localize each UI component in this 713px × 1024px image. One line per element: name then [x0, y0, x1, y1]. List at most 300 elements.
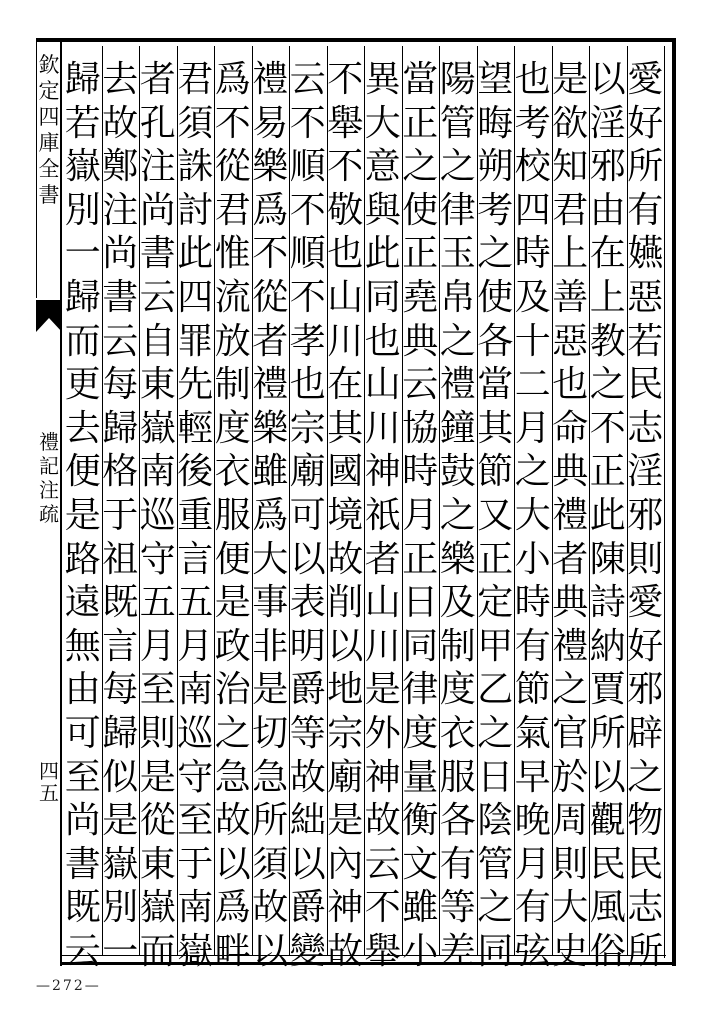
text-char: 民 — [627, 364, 664, 406]
text-char: 史 — [552, 930, 589, 972]
text-char: 大 — [252, 538, 289, 580]
column-rule — [589, 46, 590, 956]
text-char: 時 — [514, 233, 551, 275]
margin-page-number: 四 五 — [39, 759, 59, 805]
text-char: 明 — [289, 625, 326, 667]
text-char: 切 — [252, 712, 289, 754]
text-char: 是 — [252, 669, 289, 711]
text-char: 至 — [64, 756, 101, 798]
column-rule — [289, 46, 290, 956]
text-char: 祇 — [364, 494, 401, 536]
text-char: 云 — [289, 59, 326, 100]
text-char: 禮 — [252, 59, 289, 100]
text-column — [550, 58, 590, 973]
text-char: 意 — [364, 146, 401, 188]
text-column — [588, 58, 628, 973]
text-char: 有 — [514, 625, 551, 667]
text-char: 時 — [514, 582, 551, 624]
text-char: 爲 — [252, 189, 289, 231]
text-char: 月 — [514, 843, 551, 885]
text-char: 一 — [64, 233, 101, 275]
text-column — [438, 58, 478, 973]
text-char: 此 — [589, 494, 626, 536]
text-char: 正 — [402, 538, 439, 580]
text-char: 定 — [477, 582, 514, 624]
text-char: 其 — [327, 407, 364, 449]
text-char: 雖 — [252, 451, 289, 493]
text-char: 以 — [289, 538, 326, 580]
text-char: 守 — [177, 756, 214, 798]
text-char: 君 — [177, 59, 214, 100]
text-char: 政 — [214, 625, 251, 667]
text-char: 使 — [477, 276, 514, 318]
text-char: 此 — [177, 233, 214, 275]
text-char: 書 — [139, 233, 176, 275]
text-char: 服 — [439, 756, 476, 798]
text-char: 律 — [402, 669, 439, 711]
text-char: 爲 — [252, 494, 289, 536]
text-column — [213, 58, 253, 973]
text-char: 禮 — [252, 364, 289, 406]
column-rule — [627, 46, 628, 956]
text-char: 于 — [177, 843, 214, 885]
text-char: 之 — [214, 712, 251, 754]
column-rule — [364, 46, 365, 956]
column-rule — [139, 46, 140, 956]
text-char: 禮 — [552, 494, 589, 536]
text-char: 帛 — [439, 276, 476, 318]
text-char: 于 — [102, 494, 139, 536]
text-char: 急 — [214, 756, 251, 798]
text-char: 之 — [477, 712, 514, 754]
text-char: 不 — [289, 189, 326, 231]
text-char: 從 — [214, 146, 251, 188]
text-char: 一 — [102, 930, 139, 972]
text-char: 者 — [552, 538, 589, 580]
text-char: 同 — [477, 930, 514, 972]
text-char: 故 — [252, 887, 289, 929]
text-char: 而 — [64, 320, 101, 362]
text-char: 可 — [289, 494, 326, 536]
text-char: 量 — [402, 756, 439, 798]
text-char: 正 — [477, 538, 514, 580]
text-char: 順 — [289, 146, 326, 188]
text-char: 民 — [627, 843, 664, 885]
text-char: 五 — [177, 582, 214, 624]
text-char: 遠 — [64, 582, 101, 624]
text-char: 爵 — [289, 887, 326, 929]
text-char: 俗 — [589, 930, 626, 972]
text-char: 不 — [327, 59, 364, 100]
text-char: 舉 — [364, 930, 401, 972]
text-char: 惡 — [627, 276, 664, 318]
text-char: 典 — [402, 320, 439, 362]
text-char: 日 — [477, 756, 514, 798]
text-char: 協 — [402, 407, 439, 449]
text-char: 急 — [252, 756, 289, 798]
frame-top-border — [36, 38, 676, 42]
text-char: 是 — [327, 800, 364, 842]
text-char: 上 — [552, 233, 589, 275]
text-char: 等 — [289, 712, 326, 754]
text-char: 故 — [327, 930, 364, 972]
text-char: 上 — [589, 276, 626, 318]
text-char: 以 — [589, 59, 626, 100]
text-char: 以 — [589, 756, 626, 798]
text-char: 川 — [364, 625, 401, 667]
text-column — [475, 58, 515, 973]
text-char: 之 — [439, 494, 476, 536]
text-char: 討 — [177, 189, 214, 231]
text-char: 陰 — [477, 800, 514, 842]
text-char: 之 — [552, 669, 589, 711]
text-char: 朔 — [477, 146, 514, 188]
text-char: 志 — [627, 887, 664, 929]
text-char: 嶽 — [64, 146, 101, 188]
text-char: 律 — [439, 189, 476, 231]
text-char: 嶽 — [139, 407, 176, 449]
text-char: 是 — [64, 494, 101, 536]
text-char: 便 — [64, 451, 101, 493]
text-char: 十 — [514, 320, 551, 362]
text-char: 大 — [364, 102, 401, 144]
text-char: 也 — [552, 364, 589, 406]
text-char: 典 — [552, 582, 589, 624]
text-char: 每 — [102, 669, 139, 711]
text-char: 度 — [214, 407, 251, 449]
text-char: 正 — [589, 451, 626, 493]
text-char: 邪 — [627, 494, 664, 536]
text-char: 川 — [327, 320, 364, 362]
text-char: 以 — [214, 843, 251, 885]
text-char: 東 — [139, 843, 176, 885]
text-char: 文 — [402, 843, 439, 885]
text-char: 須 — [252, 843, 289, 885]
text-char: 地 — [327, 669, 364, 711]
text-char: 南 — [139, 451, 176, 493]
text-char: 故 — [214, 800, 251, 842]
text-char: 在 — [327, 364, 364, 406]
text-char: 爵 — [289, 669, 326, 711]
text-char: 之 — [589, 364, 626, 406]
text-char: 陳 — [589, 538, 626, 580]
text-char: 甲 — [477, 625, 514, 667]
text-char: 所 — [589, 712, 626, 754]
text-char: 神 — [327, 887, 364, 929]
text-char: 歸 — [64, 59, 101, 100]
text-char: 別 — [64, 189, 101, 231]
text-column — [288, 58, 328, 973]
text-char: 度 — [402, 712, 439, 754]
text-char: 望 — [477, 59, 514, 100]
text-column — [100, 58, 140, 973]
text-char: 祖 — [102, 538, 139, 580]
text-char: 之 — [402, 146, 439, 188]
text-char: 去 — [102, 59, 139, 100]
text-char: 神 — [364, 756, 401, 798]
text-char: 是 — [214, 582, 251, 624]
text-char: 有 — [627, 189, 664, 231]
text-char: 二 — [514, 364, 551, 406]
text-char: 從 — [252, 276, 289, 318]
text-char: 教 — [589, 320, 626, 362]
column-rule — [402, 46, 403, 956]
text-column — [363, 58, 403, 973]
text-char: 後 — [177, 451, 214, 493]
text-char: 有 — [514, 887, 551, 929]
text-char: 納 — [589, 625, 626, 667]
text-char: 服 — [214, 494, 251, 536]
text-char: 制 — [439, 625, 476, 667]
text-char: 淫 — [589, 102, 626, 144]
text-char: 時 — [402, 451, 439, 493]
text-char: 爲 — [214, 887, 251, 929]
text-char: 鐘 — [439, 407, 476, 449]
text-char: 南 — [177, 669, 214, 711]
text-char: 輕 — [177, 407, 214, 449]
text-char: 路 — [64, 538, 101, 580]
text-char: 先 — [177, 364, 214, 406]
column-rule — [439, 46, 440, 956]
text-char: 順 — [289, 233, 326, 275]
text-char: 故 — [289, 756, 326, 798]
text-char: 故 — [327, 538, 364, 580]
column-rule — [552, 46, 553, 956]
text-char: 度 — [439, 669, 476, 711]
text-char: 則 — [552, 843, 589, 885]
text-char: 考 — [514, 102, 551, 144]
text-char: 小 — [402, 930, 439, 972]
text-char: 巡 — [139, 494, 176, 536]
text-char: 堯 — [402, 276, 439, 318]
text-char: 云 — [64, 930, 101, 972]
text-char: 月 — [514, 407, 551, 449]
text-char: 尚 — [139, 189, 176, 231]
text-char: 禮 — [552, 625, 589, 667]
text-char: 無 — [64, 625, 101, 667]
text-char: 別 — [102, 887, 139, 929]
text-char: 故 — [364, 800, 401, 842]
text-char: 者 — [139, 59, 176, 100]
text-char: 使 — [402, 189, 439, 231]
text-char: 尚 — [102, 233, 139, 275]
text-char: 大 — [552, 887, 589, 929]
text-char: 由 — [589, 189, 626, 231]
text-char: 衣 — [214, 451, 251, 493]
text-char: 是 — [139, 756, 176, 798]
text-char: 巡 — [177, 712, 214, 754]
text-char: 惡 — [552, 320, 589, 362]
text-char: 嶽 — [139, 887, 176, 929]
text-char: 孔 — [139, 102, 176, 144]
text-char: 邪 — [589, 146, 626, 188]
text-char: 典 — [552, 451, 589, 493]
text-char: 氣 — [514, 712, 551, 754]
text-char: 好 — [627, 625, 664, 667]
text-char: 云 — [139, 276, 176, 318]
text-char: 月 — [402, 494, 439, 536]
text-char: 及 — [514, 276, 551, 318]
text-char: 節 — [514, 669, 551, 711]
text-char: 與 — [364, 189, 401, 231]
text-char: 罪 — [177, 320, 214, 362]
column-rule — [214, 46, 215, 956]
text-char: 書 — [64, 843, 101, 885]
text-char: 故 — [102, 102, 139, 144]
text-char: 國 — [327, 451, 364, 493]
text-char: 不 — [252, 233, 289, 275]
text-char: 之 — [514, 451, 551, 493]
text-char: 自 — [139, 320, 176, 362]
text-char: 不 — [289, 276, 326, 318]
text-char: 所 — [627, 930, 664, 972]
text-char: 周 — [552, 800, 589, 842]
text-char: 廟 — [327, 756, 364, 798]
text-char: 當 — [402, 59, 439, 100]
text-char: 此 — [364, 233, 401, 275]
text-char: 弦 — [514, 930, 551, 972]
text-char: 者 — [252, 320, 289, 362]
text-char: 是 — [102, 800, 139, 842]
text-column — [250, 58, 290, 973]
text-char: 不 — [289, 102, 326, 144]
text-char: 好 — [627, 102, 664, 144]
text-column — [513, 58, 553, 973]
text-char: 鄭 — [102, 146, 139, 188]
text-char: 至 — [177, 800, 214, 842]
text-char: 尚 — [64, 800, 101, 842]
text-char: 小 — [514, 538, 551, 580]
text-char: 風 — [589, 887, 626, 929]
text-char: 民 — [589, 843, 626, 885]
text-char: 也 — [364, 320, 401, 362]
text-char: 絀 — [289, 800, 326, 842]
text-char: 是 — [552, 59, 589, 100]
text-char: 四 — [514, 189, 551, 231]
text-char: 觀 — [589, 800, 626, 842]
text-char: 善 — [552, 276, 589, 318]
text-char: 宗 — [289, 407, 326, 449]
text-char: 既 — [102, 582, 139, 624]
column-rule — [477, 46, 478, 956]
text-char: 似 — [102, 756, 139, 798]
text-char: 早 — [514, 756, 551, 798]
text-char: 更 — [64, 364, 101, 406]
column-rule — [514, 46, 515, 956]
text-char: 志 — [627, 407, 664, 449]
text-char: 若 — [64, 102, 101, 144]
text-char: 外 — [364, 712, 401, 754]
text-char: 乙 — [477, 669, 514, 711]
text-char: 辟 — [627, 712, 664, 754]
text-char: 神 — [364, 451, 401, 493]
column-rule — [252, 46, 253, 956]
text-char: 各 — [439, 800, 476, 842]
text-char: 欲 — [552, 102, 589, 144]
text-char: 之 — [439, 320, 476, 362]
text-char: 山 — [327, 276, 364, 318]
text-char: 守 — [139, 538, 176, 580]
text-char: 削 — [327, 582, 364, 624]
text-char: 淫 — [627, 451, 664, 493]
text-char: 變 — [289, 930, 326, 972]
text-char: 舉 — [327, 102, 364, 144]
text-char: 雖 — [402, 887, 439, 929]
text-char: 既 — [64, 887, 101, 929]
text-char: 云 — [102, 320, 139, 362]
text-char: 四 — [177, 276, 214, 318]
text-char: 嬿 — [627, 233, 664, 275]
text-char: 同 — [364, 276, 401, 318]
text-char: 制 — [214, 364, 251, 406]
text-char: 不 — [214, 102, 251, 144]
text-char: 愛 — [627, 582, 664, 624]
text-char: 廟 — [289, 451, 326, 493]
text-char: 至 — [139, 669, 176, 711]
text-char: 須 — [177, 102, 214, 144]
text-char: 宗 — [327, 712, 364, 754]
text-char: 言 — [177, 538, 214, 580]
column-rule — [102, 46, 103, 956]
text-column — [138, 58, 178, 973]
text-char: 者 — [364, 538, 401, 580]
text-char: 命 — [552, 407, 589, 449]
text-char: 表 — [289, 582, 326, 624]
text-char: 知 — [552, 146, 589, 188]
text-char: 敬 — [327, 189, 364, 231]
text-char: 言 — [102, 625, 139, 667]
text-char: 是 — [364, 669, 401, 711]
text-char: 歸 — [64, 276, 101, 318]
text-char: 以 — [327, 625, 364, 667]
text-char: 衡 — [402, 800, 439, 842]
text-char: 其 — [477, 407, 514, 449]
text-char: 放 — [214, 320, 251, 362]
text-char: 內 — [327, 843, 364, 885]
text-char: 爲 — [214, 59, 251, 100]
page-footer-number: —272— — [36, 978, 101, 994]
text-char: 當 — [477, 364, 514, 406]
margin-book-title: 欽 定 四 庫 全 書 — [38, 53, 60, 207]
text-char: 官 — [552, 712, 589, 754]
text-char: 正 — [402, 233, 439, 275]
text-char: 書 — [102, 276, 139, 318]
text-char: 境 — [327, 494, 364, 536]
text-char: 而 — [139, 930, 176, 972]
text-char: 嶽 — [102, 843, 139, 885]
text-char: 各 — [477, 320, 514, 362]
text-char: 之 — [477, 233, 514, 275]
text-char: 同 — [402, 625, 439, 667]
text-char: 大 — [514, 494, 551, 536]
text-char: 君 — [214, 189, 251, 231]
text-char: 晦 — [477, 102, 514, 144]
text-char: 於 — [552, 756, 589, 798]
margin-section-title: 禮 記 注 疏 — [39, 430, 59, 526]
text-char: 物 — [627, 800, 664, 842]
text-char: 誅 — [177, 146, 214, 188]
text-char: 賈 — [589, 669, 626, 711]
text-char: 所 — [627, 146, 664, 188]
text-char: 山 — [364, 582, 401, 624]
text-char: 治 — [214, 669, 251, 711]
text-char: 樂 — [252, 146, 289, 188]
text-char: 以 — [289, 843, 326, 885]
text-char: 流 — [214, 276, 251, 318]
text-char: 也 — [327, 233, 364, 275]
text-char: 管 — [439, 102, 476, 144]
text-char: 鼓 — [439, 451, 476, 493]
